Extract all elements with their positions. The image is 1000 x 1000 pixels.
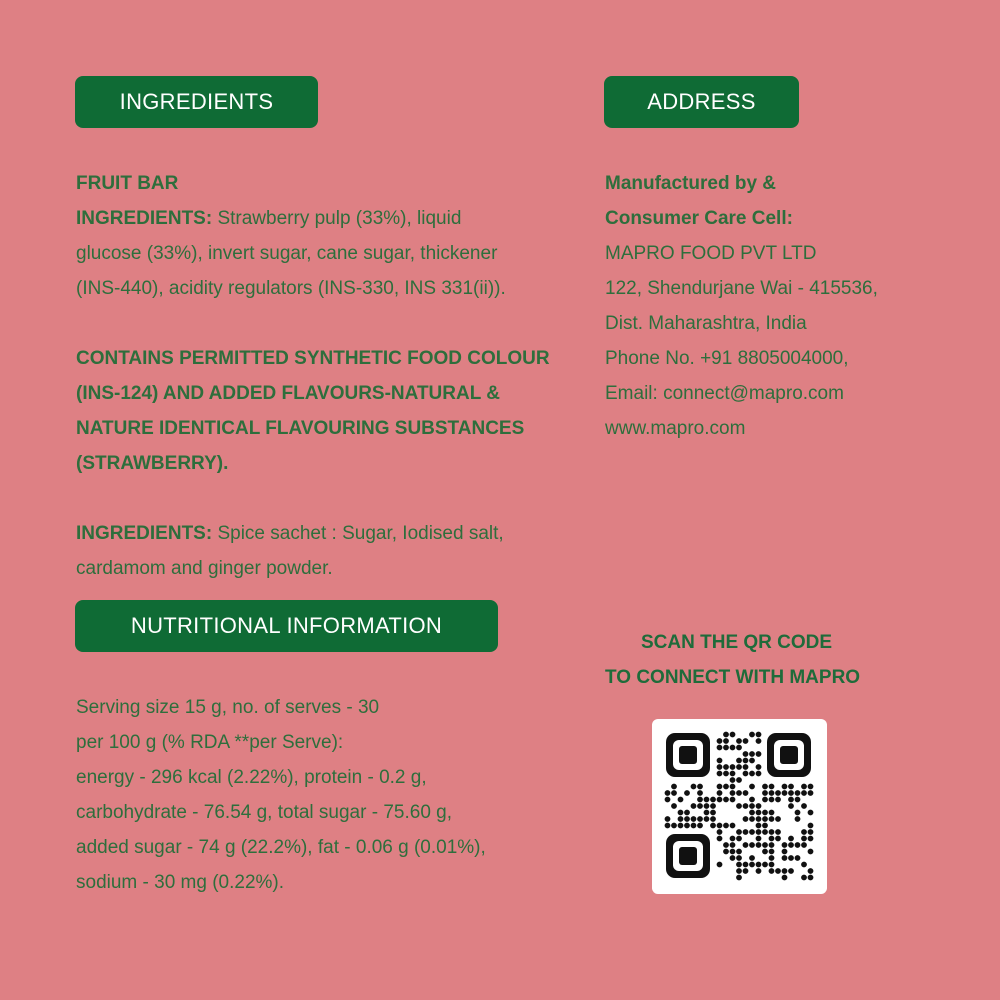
nutrition-line-6: sodium - 30 mg (0.22%). [76, 872, 285, 893]
phone: Phone No. +91 8805004000, [605, 348, 849, 369]
district: Dist. Maharashtra, India [605, 313, 807, 334]
nutrition-line-5: added sugar - 74 g (22.2%), fat - 0.06 g (0.01%), [76, 837, 486, 858]
spacer [76, 306, 550, 341]
nutrition-line-3: energy - 296 kcal (2.22%), protein - 0.2 g, [76, 767, 427, 788]
ingredients-line-2: glucose (33%), invert sugar, cane sugar, thickener [76, 243, 498, 264]
spacer [76, 481, 550, 516]
ingredients-line-1 [76, 201, 550, 236]
consumer-care: Consumer Care Cell: [605, 208, 793, 229]
address-header-label: ADDRESS [647, 89, 756, 114]
contains-line-1: CONTAINS PERMITTED SYNTHETIC FOOD COLOUR [76, 348, 550, 369]
qr-code-icon [664, 731, 815, 882]
street-address: 122, Shendurjane Wai - 415536, [605, 278, 878, 299]
address-block [605, 166, 878, 446]
nutrition-line-1: Serving size 15 g, no. of serves - 30 [76, 697, 380, 718]
qr-code[interactable] [652, 719, 827, 894]
nutrition-header [75, 600, 498, 652]
ingredients-line-3: (INS-440), acidity regulators (INS-330, INS 331(ii)). [76, 278, 506, 299]
manufactured-by: Manufactured by & [605, 173, 777, 194]
scan-line-1: SCAN THE QR CODE [641, 632, 833, 653]
ingredients-text-1: Strawberry pulp (33%), liquid [212, 208, 462, 229]
product-name: FRUIT BAR [76, 173, 179, 194]
spice-text-1: Spice sachet : Sugar, Iodised salt, [212, 523, 504, 544]
website: www.mapro.com [605, 418, 746, 439]
nutrition-header-label: NUTRITIONAL INFORMATION [130, 613, 443, 638]
ingredients-header [75, 76, 318, 128]
address-header [604, 76, 799, 128]
email: Email: connect@mapro.com [605, 383, 844, 404]
company-name: MAPRO FOOD PVT LTD [605, 243, 817, 264]
spice-line-1 [76, 516, 550, 551]
ingredients-header-label: INGREDIENTS [119, 89, 274, 114]
ingredients-label-1: INGREDIENTS: [76, 208, 213, 229]
contains-line-2: (INS-124) AND ADDED FLAVOURS-NATURAL & [76, 383, 500, 404]
nutrition-block [76, 690, 486, 900]
nutrition-line-2: per 100 g (% RDA **per Serve): [76, 732, 344, 753]
scan-line-2: TO CONNECT WITH MAPRO [605, 667, 861, 688]
spice-line-2: cardamom and ginger powder. [76, 558, 333, 579]
contains-line-3: NATURE IDENTICAL FLAVOURING SUBSTANCES [76, 418, 525, 439]
nutrition-line-4: carbohydrate - 76.54 g, total sugar - 75.60 g, [76, 802, 453, 823]
ingredients-label-2: INGREDIENTS: [76, 523, 213, 544]
contains-line-4: (STRAWBERRY). [76, 453, 229, 474]
ingredients-block [76, 166, 550, 586]
